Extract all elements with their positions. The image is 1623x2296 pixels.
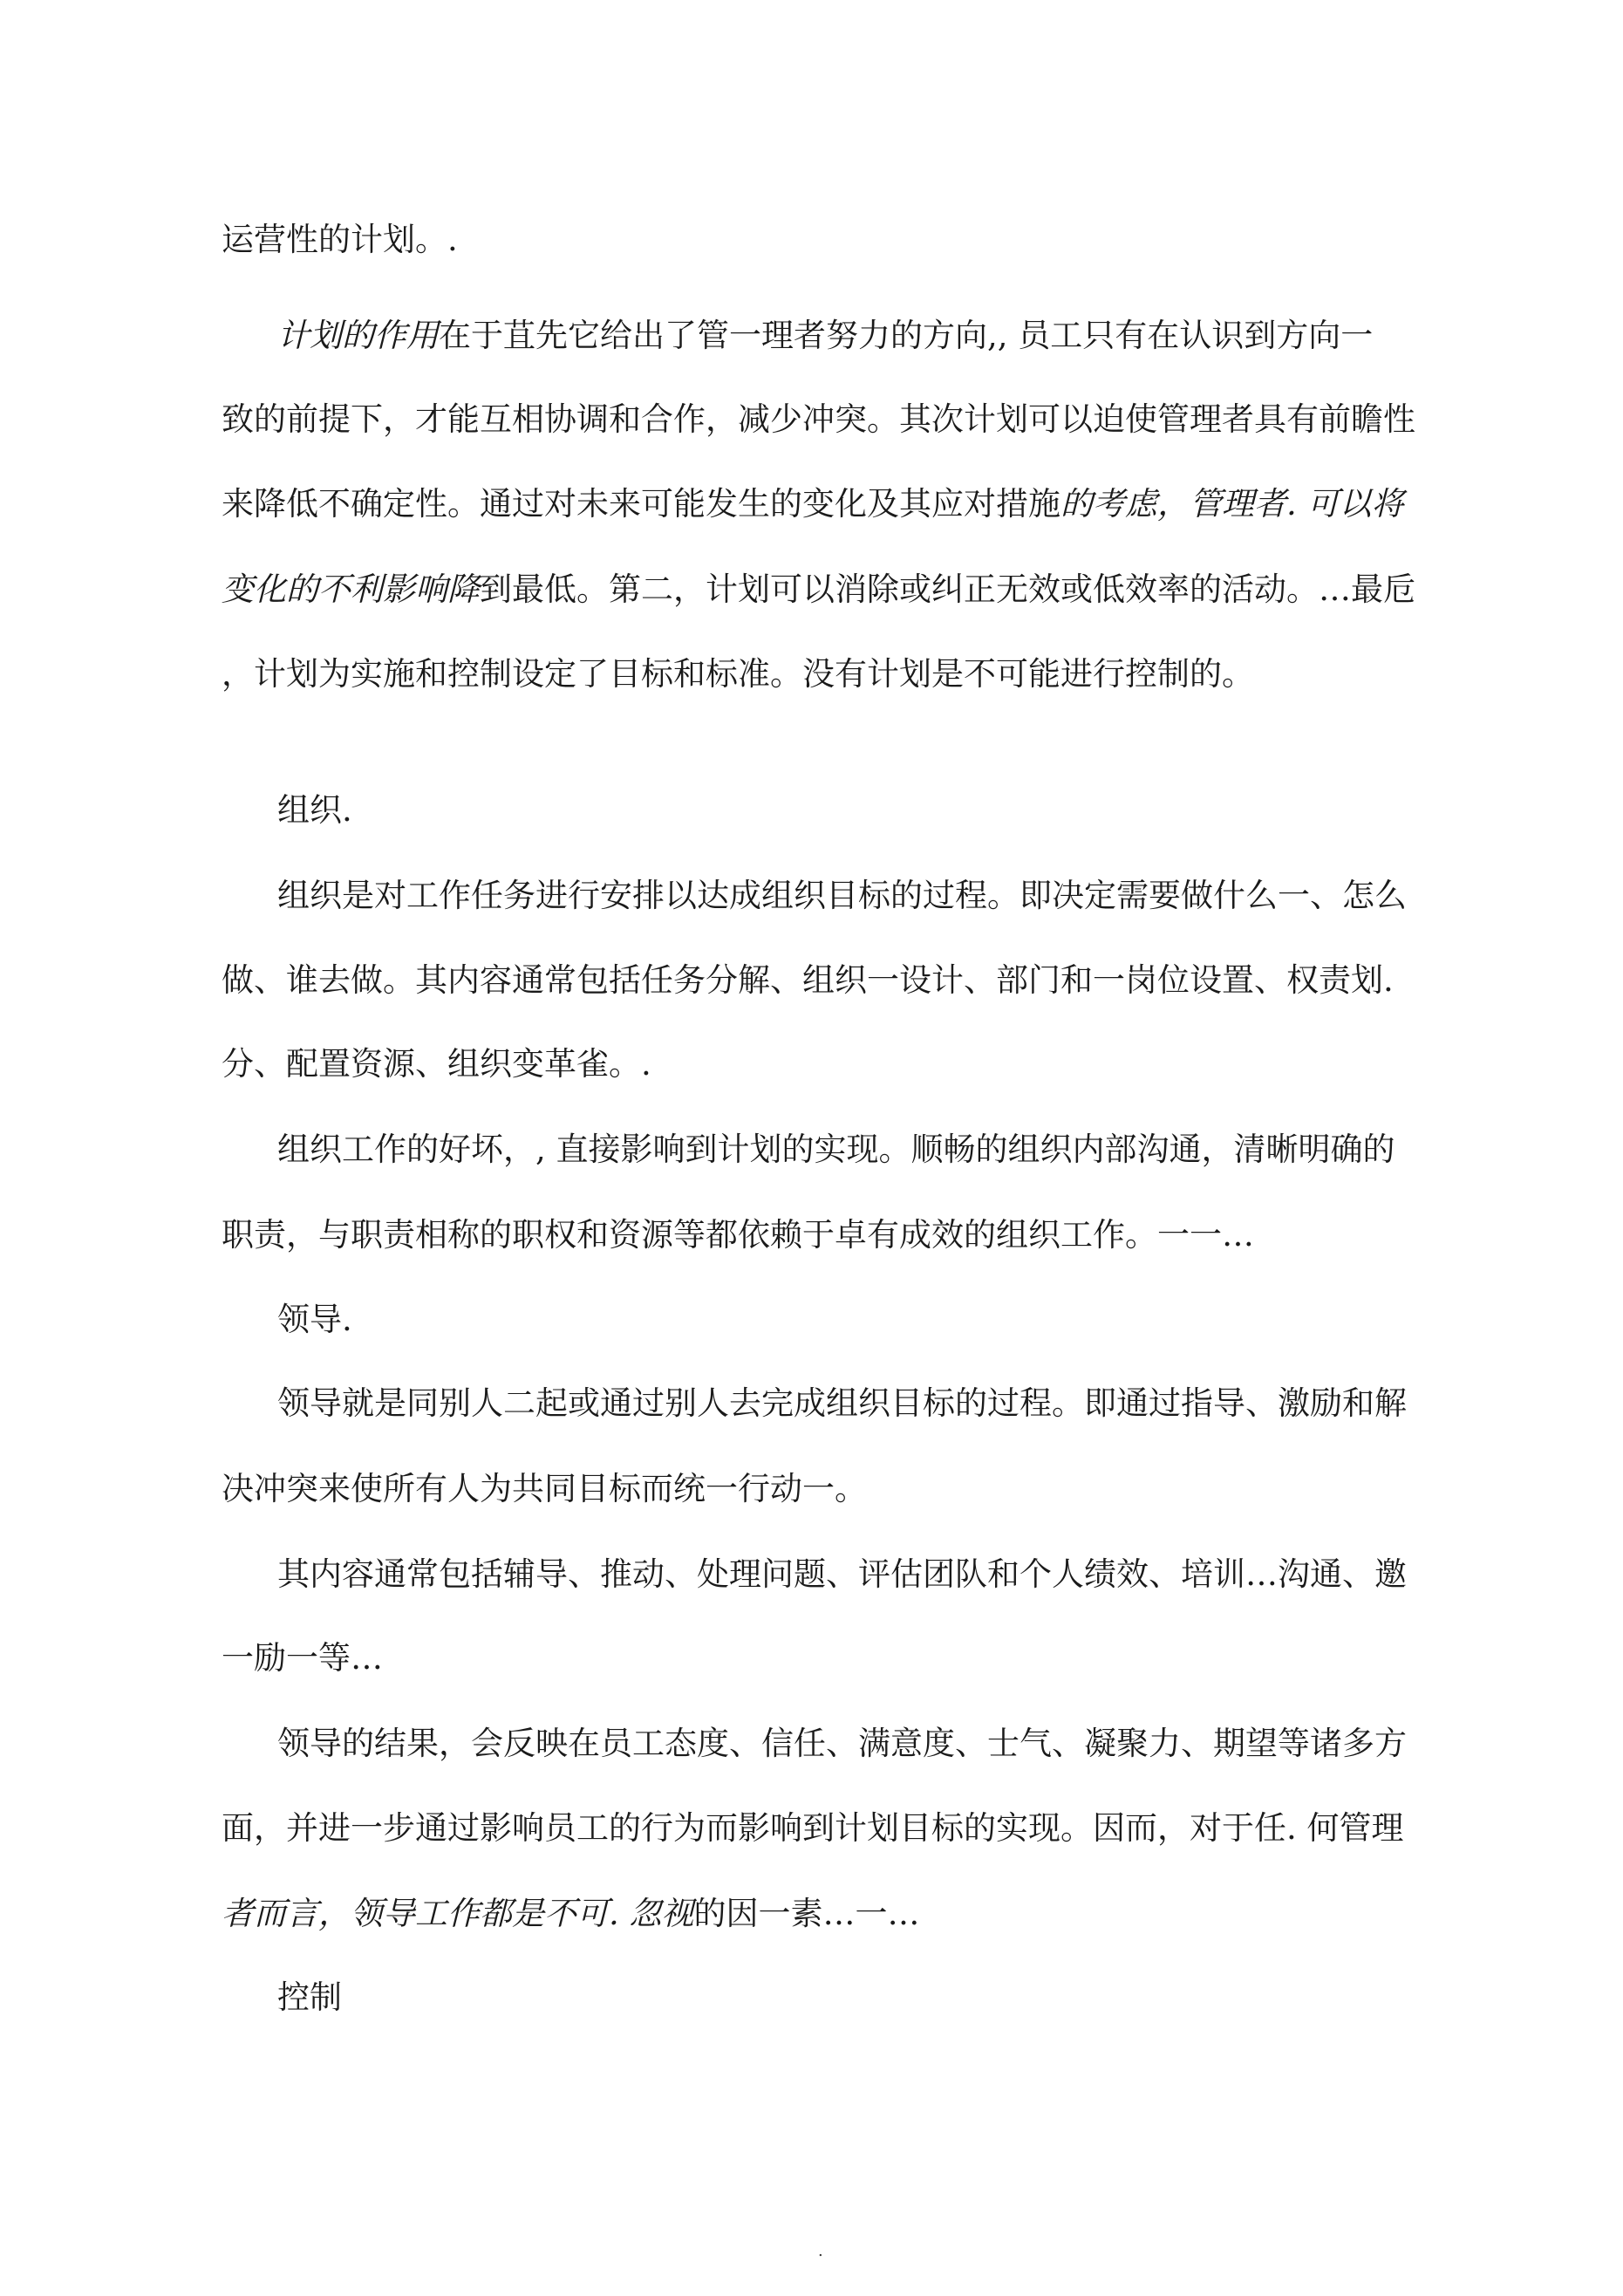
line-19: 面，并进一步通过影响员工的行为而影响到计划目标的实现。因而，对于任. 何管理 [222,1809,1404,1847]
line-6: ，计划为实施和控制设定了目标和标准。没有计划是不可能进行控制的。 [222,655,1254,693]
line-8: 组织是对工作任务进行安排以达成组织目标的过程。即决定需要做什么一、怎么 [277,877,1407,914]
line-11: 组织工作的好坏，, 直接影响到计划的实现。顺畅的组织内部沟通，清晰明确的 [277,1131,1395,1168]
line-14: 领导就是同别人二起或通过别人去完成组织目标的过程。即通过指导、激励和解 [277,1384,1407,1422]
line-20: 者而言，领导工作都是不可. 忽视的因一素…一… [222,1895,920,1932]
section-heading-organize: 组织. [277,791,352,829]
line-5: 变化的不利影响降到最低。第二，计划可以消除或纠正无效或低效率的活动。…最卮 [222,571,1415,608]
line-2: 计划的作用在于苴先它给出了管一理者努力的方向,, 员工只有在认识到方向一 [277,317,1374,354]
line-12: 职责，与职责相称的职权和资源等都依赖于卓有成效的组织工作。一一… [222,1216,1254,1254]
line-16: 其内容通常包括辅导、推动、处理问题、评估团队和个人绩效、培训…沟通、邀 [277,1555,1407,1593]
line-1: 运营性的计划。. [222,221,458,258]
line-9: 做、谁去做。其内容通常包括任务分解、组织一设计、部门和一岗位设置、权责划. [222,961,1394,999]
line-10: 分、配置资源、组织变革雀。. [222,1045,651,1083]
page-marker: . [818,2242,823,2260]
line-18: 领导的结果，会反映在员工态度、信任、满意度、士气、凝聚力、期望等诸多方 [277,1725,1407,1762]
section-heading-lead: 领导. [277,1301,352,1338]
section-heading-control: 控制 [277,1978,342,2016]
line-15: 决冲突来使所有人为共同目标而统一行动一。 [222,1470,867,1507]
line-17: 一励一等… [222,1639,383,1677]
line-4: 来降低不确定性。通过对未来可能发生的变化及其应对措施的考虑，管理者. 可以将 [222,485,1404,523]
italic-term: 计划的作用 [277,317,439,354]
line-3: 致的前提下，才能互相协调和合作，减少冲突。其次计划可以迫使管理者具有前瞻性 [222,400,1415,438]
